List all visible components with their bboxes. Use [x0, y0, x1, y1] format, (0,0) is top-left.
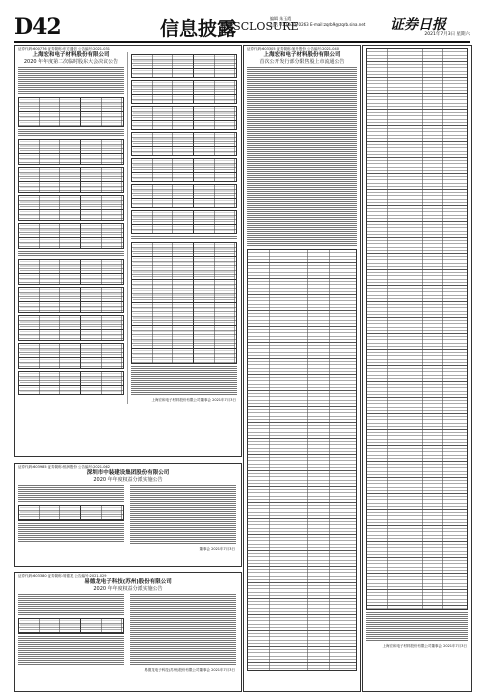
announcement-title: 首次公开发行部分限售股上市流通公告: [259, 59, 345, 65]
page-header: [14, 14, 470, 40]
company-name: 上海宏和电子材料股份有限公司: [263, 52, 341, 58]
section-title-en: DISCLOSURE: [220, 20, 299, 33]
signature: 上海宏和电子材料股份有限公司董事会 2021年7月3日: [382, 644, 467, 648]
company-name: 深圳市中装建设集团股份有限公司: [86, 470, 170, 476]
stock-code-line: 证券代码:603985 证券简称:恒润股份 公告编号:2021-062: [18, 465, 110, 469]
stock-code-line: 证券代码:600776 证券简称:东方通信 公告编号:2021-031: [18, 47, 110, 51]
announcement-4: [14, 572, 242, 692]
header-rule: [14, 41, 470, 43]
announcement-3: [14, 463, 242, 567]
company-name: 易德龙电子科技(苏州)股份有限公司: [84, 579, 172, 585]
signature: 上海宏和电子材料股份有限公司董事会 2021年7月3日: [151, 398, 236, 402]
section-title: 信息披露: [160, 18, 237, 40]
announcement-title: 2020 年年度权益分派实施公告: [93, 477, 163, 483]
stock-code-line: 证券代码:603380 证券简称:易德龙 公告编号:2021-029: [18, 574, 107, 578]
announcement-2-continued: [362, 45, 472, 692]
company-name: 上海宏和电子材料股份有限公司: [32, 52, 110, 58]
editor-name: 编辑 朱玉霞: [270, 16, 292, 21]
signature: 董事会 2021年7月3日: [199, 547, 235, 551]
stock-code-line: 证券代码:603305 证券简称:旭升股份 公告编号:2021-040: [247, 47, 339, 51]
announcement-1: [14, 45, 242, 457]
announcement-2: [243, 45, 361, 692]
page-number: D42: [14, 14, 61, 40]
editor-contact: 电话 010-63070263 E-mail:zqrb9@zqrb.sina.net: [270, 22, 366, 27]
announcement-title: 2020 年年度权益分派实施公告: [93, 586, 163, 592]
newspaper-logo: 证券日报: [390, 17, 446, 33]
announcement-title: 2020 年年度第二次临时股东大会决议公告: [23, 59, 119, 65]
signature: 易德龙电子科技(苏州)股份有限公司董事会 2021年7月3日: [144, 668, 235, 672]
issue-date: 2021年7月3日 星期六: [424, 32, 470, 37]
